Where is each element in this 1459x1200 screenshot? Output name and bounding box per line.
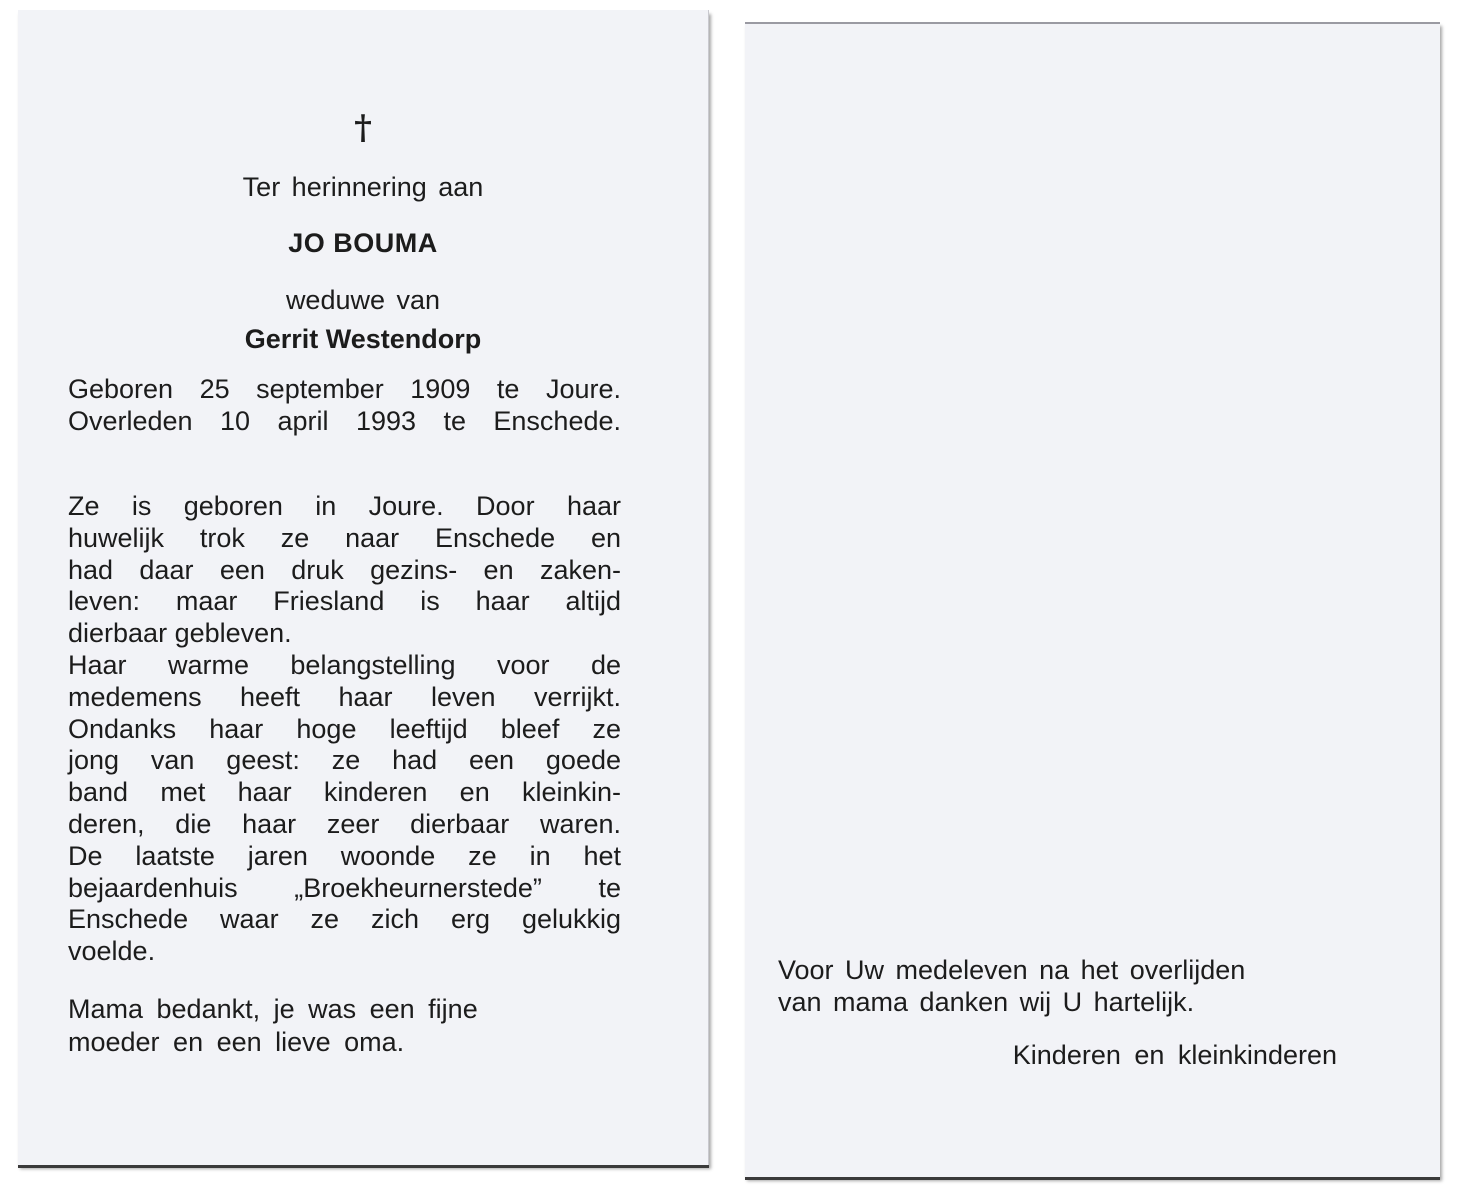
widow-of-text: weduwe van	[285, 285, 441, 315]
biography-line: had daar een druk gezins- en zaken-	[68, 554, 621, 585]
closing-message	[68, 993, 478, 1059]
biography-line: Ze is geboren in Joure. Door haar	[68, 491, 621, 521]
death-line: Overleden 10 april 1993 te Enschede.	[68, 405, 621, 436]
closing-line: moeder en een lieve oma.	[68, 1027, 405, 1057]
biography-line: deren, die haar zeer dierbaar waren.	[68, 808, 621, 839]
deceased-name: JO BOUMA	[288, 228, 438, 258]
biography-line: dierbaar gebleven.	[68, 618, 292, 649]
biography-line: band met haar kinderen en kleinkin-	[68, 777, 621, 808]
thanks-line: Voor Uw medeleven na het overlijden	[778, 955, 1246, 985]
biography-line: jong van geest: ze had een goede	[68, 745, 621, 776]
spouse-name: Gerrit Westendorp	[244, 324, 482, 354]
cross-symbol: †	[354, 108, 372, 148]
thanks-line: van mama danken wij U hartelijk.	[778, 987, 1195, 1017]
memorial-card-back	[745, 22, 1440, 1177]
biography-line: medemens heeft haar leven verrijkt.	[68, 681, 621, 712]
life-dates	[68, 374, 621, 438]
biography-line: De laatste jaren woonde ze in het	[68, 840, 621, 871]
closing-line: Mama bedankt, je was een fijne	[68, 994, 478, 1024]
birth-line: Geboren 25 september 1909 te Joure.	[68, 374, 621, 404]
intro-text: Ter herinnering aan	[242, 172, 484, 202]
biography-line: Haar warme belangstelling voor de	[68, 649, 621, 680]
biography-line: Enschede waar ze zich erg gelukkig	[68, 904, 621, 935]
biography-line: leven: maar Friesland is haar altijd	[68, 586, 621, 617]
thank-you-message	[778, 954, 1245, 1018]
biography-line: huwelijk trok ze naar Enschede en	[68, 522, 621, 553]
biography-line: bejaardenhuis „Broekheurnerstede” te	[68, 872, 621, 903]
biography-paragraph	[68, 491, 621, 968]
biography-line: voelde.	[68, 936, 156, 967]
memorial-card-front	[18, 10, 709, 1165]
signature-line: Kinderen en kleinkinderen	[1012, 1040, 1337, 1070]
biography-line: Ondanks haar hoge leeftijd bleef ze	[68, 713, 621, 744]
